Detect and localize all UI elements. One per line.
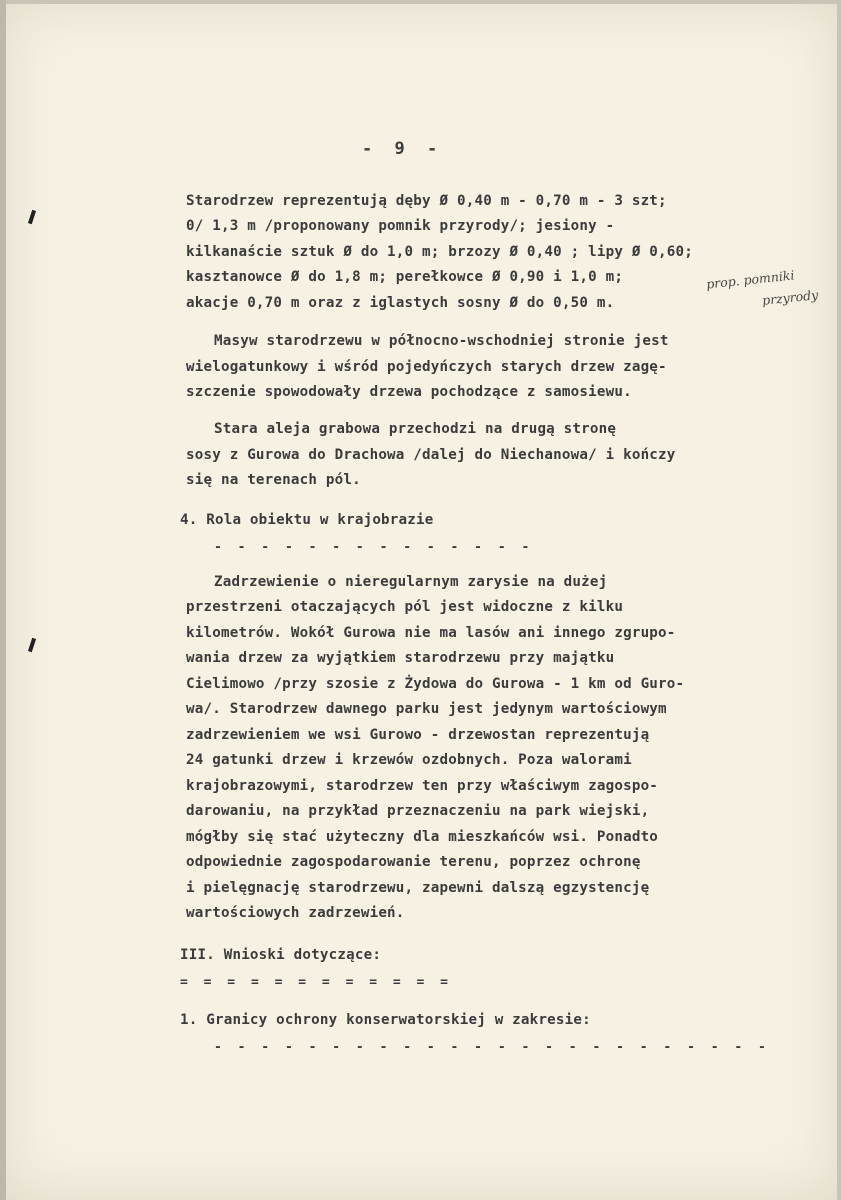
text-line: wielogatunkowy i wśród pojedyńczych starych drzew zagę-: [186, 359, 667, 375]
text-line: kilometrów. Wokół Gurowa nie ma lasów ani innego zgrupo-: [186, 625, 676, 641]
page-edge-right: [837, 0, 841, 1200]
text-line: Zadrzewienie o nieregularnym zarysie na dużej: [214, 574, 608, 590]
section-heading: 4. Rola obiektu w krajobrazie: [180, 512, 434, 528]
text-line: wartościowych zadrzewień.: [186, 905, 405, 921]
text-line: Starodrzew reprezentują dęby Ø 0,40 m - 0,70 m - 3 szt;: [186, 193, 667, 209]
text-line: 24 gatunki drzew i krzewów ozdobnych. Poza walorami: [186, 752, 632, 768]
page-edge-top: [0, 0, 841, 4]
text-line: Cielimowo /przy szosie z Żydowa do Gurowa - 1 km od Guro-: [186, 676, 685, 692]
text-line: kilkanaście sztuk Ø do 1,0 m; brzozy Ø 0,40 ; lipy Ø 0,60;: [186, 244, 694, 260]
heading-underline: = = = = = = = = = = = =: [180, 975, 453, 990]
text-line: zadrzewieniem we wsi Gurowo - drzewostan reprezentują: [186, 727, 650, 743]
text-line: i pielęgnację starodrzewu, zapewni dalszą egzystencję: [186, 880, 650, 896]
subsection-heading: 1. Granicy ochrony konserwatorskiej w zakresie:: [180, 1012, 591, 1028]
text-line: sosy z Gurowa do Drachowa /dalej do Niechanowa/ i kończy: [186, 447, 676, 463]
text-line: darowaniu, na przykład przeznaczeniu na park wiejski,: [186, 803, 650, 819]
text-line: 0/ 1,3 m /proponowany pomnik przyrody/; jesiony -: [186, 218, 615, 234]
binding-hole-mark: [28, 210, 36, 225]
page-edge-left: [0, 0, 6, 1200]
binding-hole-mark: [28, 638, 36, 653]
text-line: szczenie spowodowały drzewa pochodzące z samosiewu.: [186, 384, 632, 400]
text-line: mógłby się stać użyteczny dla mieszkańców wsi. Ponadto: [186, 829, 659, 845]
handwritten-note: prop. pomniki: [705, 267, 795, 292]
handwritten-note: przyrody: [761, 287, 819, 308]
text-line: odpowiednie zagospodarowanie terenu, poprzez ochronę: [186, 854, 641, 870]
page-number: - 9 -: [362, 139, 444, 159]
text-line: akacje 0,70 m oraz z iglastych sosny Ø do 0,50 m.: [186, 295, 615, 311]
text-line: wania drzew za wyjątkiem starodrzewu przy majątku: [186, 650, 615, 666]
heading-underline: - - - - - - - - - - - - - - - - - - - - - - - -: [214, 1040, 770, 1055]
text-line: się na terenach pól.: [186, 472, 361, 488]
heading-underline: - - - - - - - - - - - - - -: [214, 540, 534, 555]
text-line: krajobrazowymi, starodrzew ten przy właściwym zagospo-: [186, 778, 659, 794]
section-heading: III. Wnioski dotyczące:: [180, 947, 382, 963]
text-line: kasztanowce Ø do 1,8 m; perełkowce Ø 0,90 i 1,0 m;: [186, 269, 624, 285]
text-line: Stara aleja grabowa przechodzi na drugą stronę: [214, 421, 617, 437]
text-line: wa/. Starodrzew dawnego parku jest jedynym wartościowym: [186, 701, 667, 717]
text-line: przestrzeni otaczających pól jest widoczne z kilku: [186, 599, 624, 615]
text-line: Masyw starodrzewu w północno-wschodniej stronie jest: [214, 333, 669, 349]
